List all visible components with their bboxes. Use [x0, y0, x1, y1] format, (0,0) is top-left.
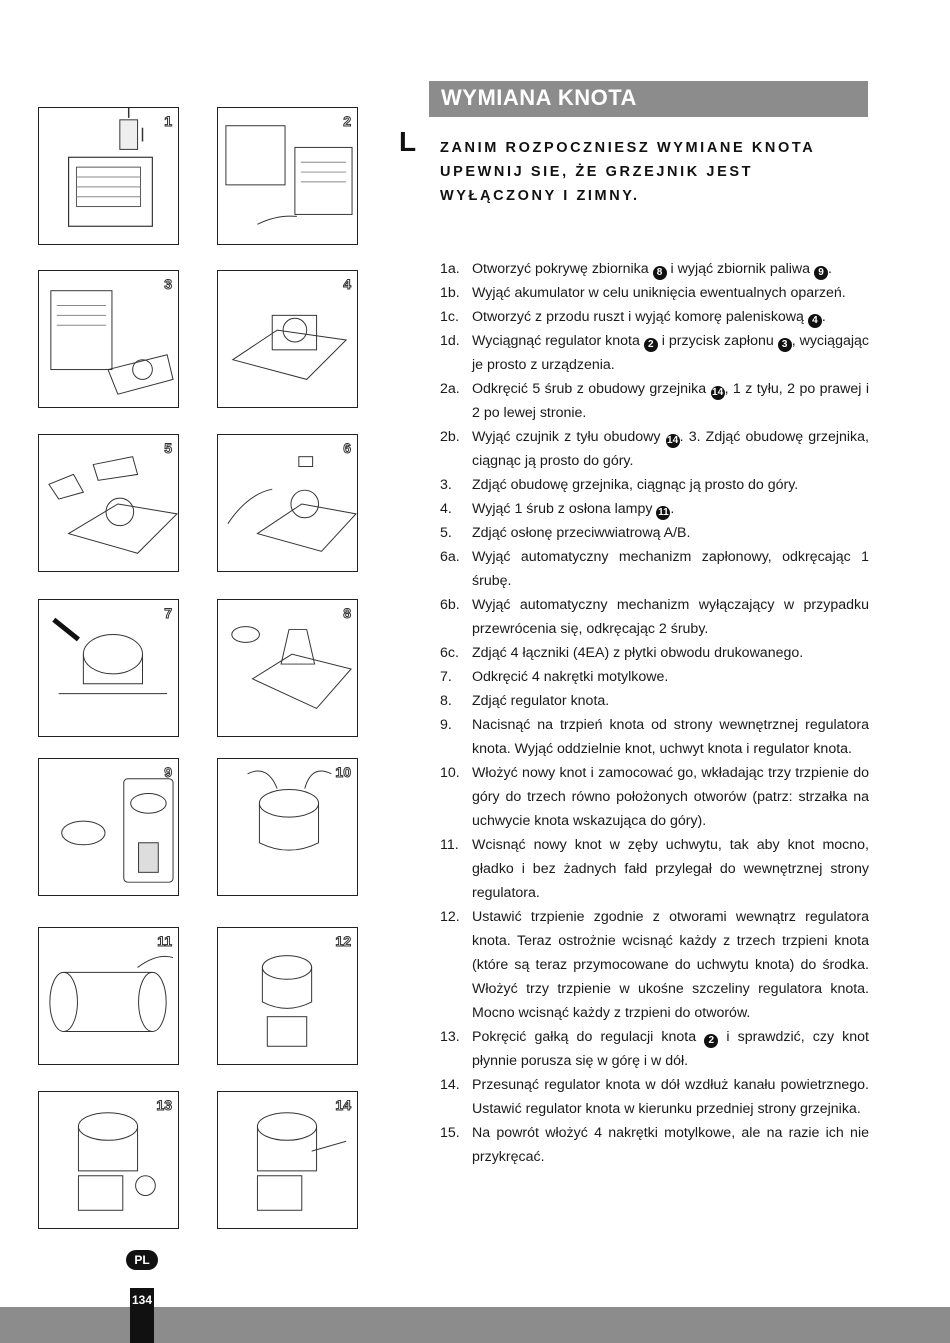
- figure-number: 4: [343, 276, 351, 292]
- page-number: 134: [132, 1293, 153, 1307]
- step-text: Pokręcić gałką do regulacji knota: [472, 1029, 705, 1045]
- step-text: .: [828, 261, 832, 277]
- step-item: [440, 833, 869, 905]
- step-text: Wyjąć automatyczny mechanizm zapłonowy, odkręcając 1 śrubę.: [472, 549, 869, 589]
- step-item: [440, 377, 869, 425]
- figure-11: [38, 927, 179, 1065]
- step-item: [440, 473, 869, 497]
- page-number-tab: [130, 1288, 154, 1343]
- burner-base-drawing: [218, 271, 357, 407]
- step-label: 5.: [440, 525, 452, 541]
- step-item: [440, 425, 869, 473]
- step-item: [440, 329, 869, 377]
- step-text: Wcisnąć nowy knot w zęby uchwytu, tak aby knot mocno, gładko i bez żadnych fałd przylegał do wewnętrznej strony regulatora.: [472, 837, 869, 901]
- step-text: , 1 z tyłu, 2 po prawej i 2 po lewej stronie.: [472, 381, 869, 421]
- step-text: . 3. Zdjąć obudowę grzejnika, ciągnąc ją prosto do góry.: [472, 429, 869, 469]
- step-text: Przesunąć regulator knota w dół wzdłuż kanału powietrznego. Ustawić regulator knota w kierunku przedniej strony grzejnika.: [472, 1077, 869, 1117]
- step-label: 10.: [440, 765, 460, 781]
- step-item: [440, 521, 869, 545]
- figure-number: 2: [343, 113, 351, 129]
- figure-3: [38, 270, 179, 408]
- figure-2: [217, 107, 358, 245]
- step-text: , wyciągając je prosto z urządzenia.: [472, 333, 869, 373]
- part-number-badge: 14: [667, 435, 679, 446]
- figure-13: [38, 1091, 179, 1229]
- instruction-steps: [440, 257, 869, 1169]
- step-item: [440, 257, 869, 281]
- step-text: Wyjąć 1 śrub z osłona lampy: [472, 501, 657, 517]
- step-text: Nacisnąć na trzpień knota od strony wewnętrznej regulatora knota. Wyjąć oddzielnie knot, uchwyt knota i regulator knota.: [472, 717, 869, 757]
- figure-14: [217, 1091, 358, 1229]
- step-label: 6c.: [440, 645, 459, 661]
- step-text: Odkręcić 5 śrub z obudowy grzejnika: [472, 381, 711, 397]
- step-text: Zdjąć 4 łączniki (4EA) z płytki obwodu drukowanego.: [472, 645, 804, 661]
- figure-4: [217, 270, 358, 408]
- warning-text: [440, 136, 860, 208]
- figure-1: [38, 107, 179, 245]
- step-text: i przycisk zapłonu: [657, 333, 778, 349]
- step-item: [440, 545, 869, 593]
- figure-10: [217, 758, 358, 896]
- step-text: i sprawdzić, czy knot płynnie porusza się w górę i w dół.: [472, 1029, 869, 1069]
- section-title-bar: [429, 81, 868, 117]
- figure-number: 7: [164, 605, 172, 621]
- figure-7: [38, 599, 179, 737]
- step-text: Otworzyć pokrywę zbiornika: [472, 261, 653, 277]
- step-label: 13.: [440, 1029, 460, 1045]
- step-item: [440, 593, 869, 641]
- step-item: [440, 281, 869, 305]
- step-text: Wyciągnąć regulator knota: [472, 333, 644, 349]
- step-text: Zdjąć regulator knota.: [472, 693, 610, 709]
- part-number-badge: 2: [644, 338, 658, 352]
- figure-number: 13: [156, 1097, 172, 1113]
- step-text: Zdjąć osłonę przeciwwiatrową A/B.: [472, 525, 691, 541]
- figure-number: 14: [335, 1097, 351, 1113]
- figure-12: [217, 927, 358, 1065]
- part-number-badge: 2: [704, 1034, 718, 1048]
- warning-line: UPEWNIJ SIE, ŻE GRZEJNIK JEST: [440, 164, 754, 180]
- step-label: 6b.: [440, 597, 460, 613]
- figure-number: 11: [157, 933, 172, 949]
- heater-battery-drawing: [218, 108, 357, 244]
- step-text: Otworzyć z przodu ruszt i wyjąć komorę paleniskową: [472, 309, 808, 325]
- step-item: [440, 713, 869, 761]
- step-text: Wyjąć automatyczny mechanizm wyłączający w przypadku przewrócenia się, odkręcając 2 śruby.: [472, 597, 869, 637]
- step-label: 8.: [440, 693, 452, 709]
- step-label: 1d.: [440, 333, 460, 349]
- step-label: 15.: [440, 1125, 460, 1141]
- step-label: 2a.: [440, 381, 460, 397]
- step-item: [440, 641, 869, 665]
- wing-nuts-drawing: [39, 600, 178, 736]
- part-number-badge: 8: [653, 266, 667, 280]
- figure-5: [38, 434, 179, 572]
- step-text: Odkręcić 4 nakrętki motylkowe.: [472, 669, 669, 685]
- step-label: 12.: [440, 909, 460, 925]
- step-item: [440, 1073, 869, 1121]
- heater-tank-removal-drawing: [39, 108, 178, 244]
- step-label: 14.: [440, 1077, 460, 1093]
- part-number-badge: 4: [808, 314, 822, 328]
- figure-number: 8: [343, 605, 351, 621]
- part-number-badge: 11: [658, 507, 669, 518]
- step-item: [440, 905, 869, 1025]
- section-letter: L: [399, 126, 417, 157]
- figure-6: [217, 434, 358, 572]
- step-label: 7.: [440, 669, 452, 685]
- step-text: Wyjąć czujnik z tyłu obudowy: [472, 429, 666, 445]
- language-code: PL: [134, 1253, 150, 1267]
- step-label: 1a.: [440, 261, 460, 277]
- step-text: .: [670, 501, 675, 517]
- part-number-badge: 9: [814, 266, 828, 280]
- part-number-badge: 3: [778, 338, 792, 352]
- figure-number: 12: [335, 933, 351, 949]
- step-item: [440, 497, 869, 521]
- step-label: 2b.: [440, 429, 460, 445]
- step-label: 4.: [440, 501, 452, 517]
- step-label: 6a.: [440, 549, 460, 565]
- figure-8: [217, 599, 358, 737]
- figure-number: 6: [343, 440, 351, 456]
- wick-adjuster-removal-drawing: [218, 600, 357, 736]
- step-label: 3.: [440, 477, 452, 493]
- warning-line: WYŁĄCZONY I ZIMNY.: [440, 188, 640, 204]
- language-badge: [126, 1250, 158, 1270]
- step-item: [440, 1025, 869, 1073]
- figure-number: 3: [164, 276, 172, 292]
- step-item: [440, 761, 869, 833]
- step-text: Na powrót włożyć 4 nakrętki motylkowe, ale na razie ich nie przykręcać.: [472, 1125, 869, 1165]
- section-title: WYMIANA KNOTA: [441, 85, 637, 110]
- step-label: 9.: [440, 717, 452, 733]
- warning-line: ZANIM ROZPOCZNIESZ WYMIANE KNOTA: [440, 140, 816, 156]
- igniter-removal-drawing: [218, 435, 357, 571]
- figure-9: [38, 758, 179, 896]
- step-text: Zdjąć obudowę grzejnika, ciągnąc ją prosto do góry.: [472, 477, 799, 493]
- step-text: Wyjąć akumulator w celu uniknięcia ewentualnych oparzeń.: [472, 285, 846, 301]
- step-text: .: [821, 309, 826, 325]
- step-text: i wyjąć zbiornik paliwa: [666, 261, 815, 277]
- figure-number: 5: [164, 440, 172, 456]
- step-item: [440, 689, 869, 713]
- figure-number: 1: [164, 113, 172, 129]
- wick-parts-drawing: [39, 759, 178, 895]
- figure-number: 9: [164, 764, 172, 780]
- step-label: 11.: [440, 837, 459, 853]
- part-number-badge: 14: [712, 387, 724, 398]
- step-item: [440, 1121, 869, 1169]
- heater-casing-drawing: [39, 271, 178, 407]
- step-text: Ustawić trzpienie zgodnie z otworami wewnątrz regulatora knota. Teraz ostrożnie wcisnąć każdy z trzech trzpieni knota (które są teraz przymocowane do uchwytu knota) do środka. Włożyć trzy trzpienie w ukośne szczeliny regulatora knota. Mocno wcisnąć każdy z trzpieni do otworów.: [472, 909, 869, 1021]
- step-item: [440, 665, 869, 689]
- windshield-removal-drawing: [39, 435, 178, 571]
- step-label: 1c.: [440, 309, 459, 325]
- step-text: Włożyć nowy knot i zamocować go, wkładając trzy trzpienie do góry do trzech równo położonych otworów (patrz: strzałka na uchwycie knota wskazująca do góry).: [472, 765, 869, 829]
- step-label: 1b.: [440, 285, 460, 301]
- figure-number: 10: [335, 764, 351, 780]
- step-item: [440, 305, 869, 329]
